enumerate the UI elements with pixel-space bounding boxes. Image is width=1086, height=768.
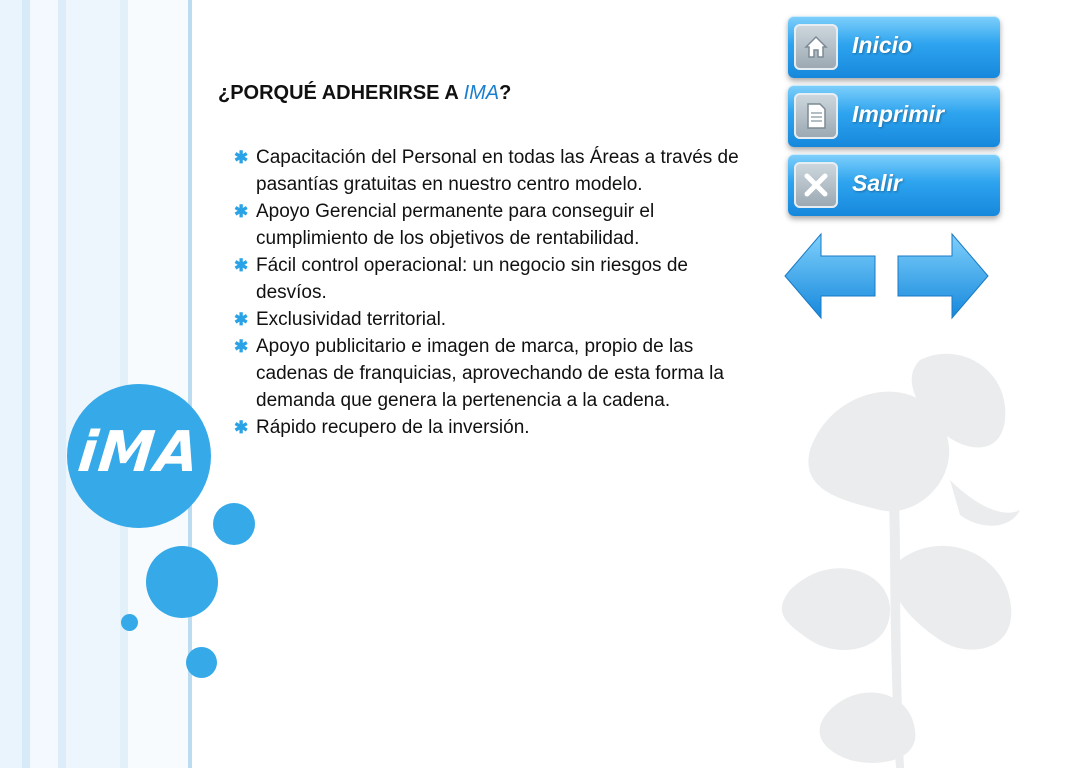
decor-dot-3 [121, 614, 138, 631]
list-item [234, 144, 754, 198]
close-icon [794, 162, 838, 208]
adelante-label: Adelante [1014, 268, 1062, 280]
list-item [234, 252, 754, 306]
atras-button[interactable] [783, 232, 879, 320]
list-item-text: Apoyo publicitario e imagen de marca, propio de las cadenas de franquicias, aprovechando de esta forma la demanda que genera la pertenencia a la cadena. [256, 336, 724, 411]
left-stripes-background [0, 0, 196, 768]
list-item-text: Fácil control operacional: un negocio sin riesgos de desvíos. [256, 255, 688, 303]
list-item-text: Rápido recupero de la inversión. [256, 417, 530, 438]
salir-label: Salir [852, 170, 902, 196]
imprimir-label: Imprimir [852, 101, 945, 127]
flower-watermark [770, 330, 1024, 768]
list-item [234, 414, 754, 441]
title-brand: IMA [463, 82, 500, 104]
decor-dot-1 [213, 503, 255, 545]
list-item [234, 198, 754, 252]
adelante-button[interactable] [894, 232, 1062, 320]
benefits-list [234, 144, 754, 441]
ima-logo-text: iMA [74, 420, 204, 485]
list-item-text: Apoyo Gerencial permanente para conseguir el cumplimiento de los objetivos de rentabilidad. [256, 201, 655, 249]
arrow-right-icon [894, 232, 990, 320]
arrow-left-icon [783, 232, 879, 320]
decor-dot-4 [186, 647, 217, 678]
imprimir-button[interactable] [788, 85, 1000, 147]
decor-dot-2 [146, 546, 218, 618]
asterisk-bullet-icon: ✱ [234, 256, 249, 275]
asterisk-bullet-icon: ✱ [234, 148, 249, 167]
title-prefix: ¿PORQUÉ ADHERIRSE A [218, 82, 464, 104]
list-item-text: Capacitación del Personal en todas las Áreas a través de pasantías gratuitas en nuestro centro modelo. [256, 147, 739, 195]
asterisk-bullet-icon: ✱ [234, 418, 249, 437]
inicio-label: Inicio [852, 32, 913, 58]
home-icon [794, 24, 838, 70]
inicio-button[interactable] [788, 16, 1000, 78]
asterisk-bullet-icon: ✱ [234, 337, 249, 356]
list-item [234, 306, 754, 333]
title-suffix: ? [499, 82, 512, 104]
asterisk-bullet-icon: ✱ [234, 202, 249, 221]
slide-title [218, 82, 511, 105]
salir-button[interactable] [788, 154, 1000, 216]
asterisk-bullet-icon: ✱ [234, 310, 249, 329]
document-icon [794, 93, 838, 139]
list-item-text: Exclusividad territorial. [256, 309, 447, 330]
list-item [234, 333, 754, 414]
